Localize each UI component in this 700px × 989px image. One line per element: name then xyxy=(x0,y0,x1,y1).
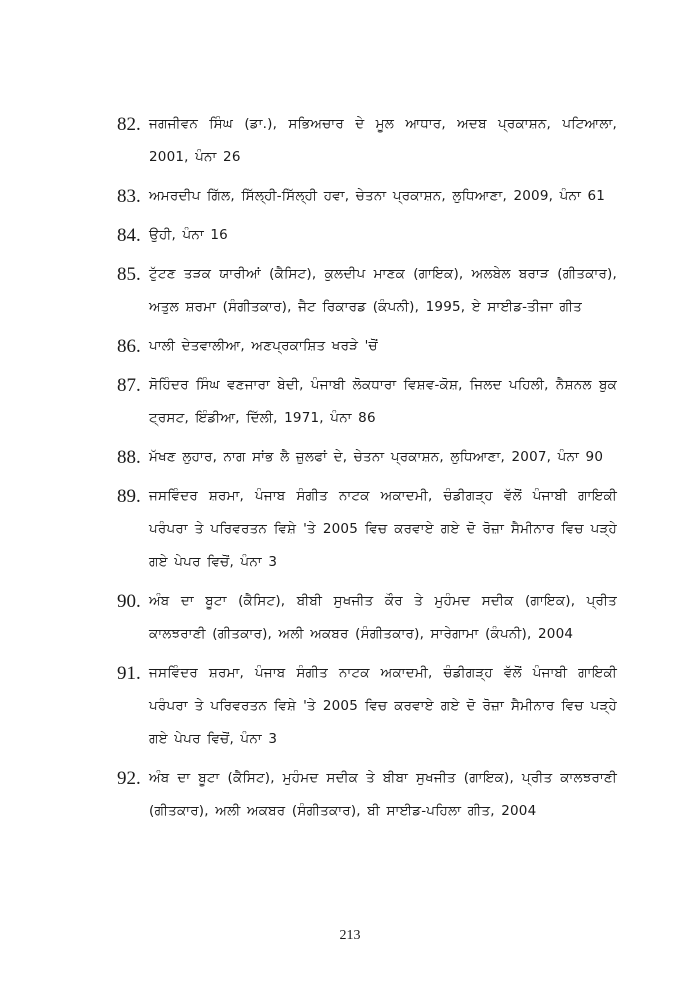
endnote-92 xyxy=(117,762,617,828)
endnote-88 xyxy=(117,441,617,474)
endnote-number: 88. xyxy=(117,447,141,468)
endnote-text: ਸੋਹਿੰਦਰ ਸਿੰਘ ਵਣਜਾਰਾ ਬੇਦੀ, ਪੰਜਾਬੀ ਲੋਕਧਾਰਾ ਵਿਸ਼ਵ-ਕੋਸ਼, ਜਿਲਦ ਪਹਿਲੀ, ਨੈਸ਼ਨਲ ਬੁਕ ਟ੍ਰਸਟ, ਇੰਡੀਆ, ਦਿੱਲੀ, 1971, ਪੰਨਾ 86 xyxy=(149,377,617,426)
endnote-text: ਪਾਲੀ ਦੇਤਵਾਲੀਆ, ਅਣਪ੍ਰਕਾਸ਼ਿਤ ਖਰੜੇ 'ਚੋਂ xyxy=(149,338,378,354)
endnote-number: 85. xyxy=(117,264,141,285)
endnote-number: 90. xyxy=(117,591,141,612)
endnote-82 xyxy=(117,108,617,174)
endnote-84 xyxy=(117,219,617,252)
endnote-text: ਜਗਜੀਵਨ ਸਿੰਘ (ਡਾ.), ਸਭਿਅਚਾਰ ਦੇ ਮੂਲ ਆਧਾਰ, ਅਦਬ ਪ੍ਰਕਾਸ਼ਨ, ਪਟਿਆਲਾ, 2001, ਪੰਨਾ 26 xyxy=(149,116,617,165)
endnote-86 xyxy=(117,330,617,363)
page-number: 213 xyxy=(339,928,361,943)
endnote-text: ਅੰਬ ਦਾ ਬੂਟਾ (ਕੈਸਿਟ), ਮੁਹੰਮਦ ਸਦੀਕ ਤੇ ਬੀਬਾ ਸੁਖਜੀਤ (ਗਾਇਕ), ਪ੍ਰੀਤ ਕਾਲਝਰਾਣੀ (ਗੀਤਕਾਰ), ਅਲੀ ਅਕਬਰ (ਸੰਗੀਤਕਾਰ), ਬੀ ਸਾਈਡ-ਪਹਿਲਾ ਗੀਤ, 2004 xyxy=(149,770,617,819)
endnote-number: 84. xyxy=(117,225,141,246)
endnote-85 xyxy=(117,258,617,324)
endnote-83 xyxy=(117,180,617,213)
endnote-number: 87. xyxy=(117,375,141,396)
endnote-text: ਅਮਰਦੀਪ ਗਿੱਲ, ਸਿੱਲ੍ਹੀ-ਸਿੱਲ੍ਹੀ ਹਵਾ, ਚੇਤਨਾ ਪ੍ਰਕਾਸ਼ਨ, ਲੁਧਿਆਣਾ, 2009, ਪੰਨਾ 61 xyxy=(149,188,606,204)
endnote-number: 92. xyxy=(117,768,141,789)
endnote-89 xyxy=(117,480,617,579)
endnote-number: 83. xyxy=(117,186,141,207)
endnote-90 xyxy=(117,585,617,651)
endnote-text: ਜਸਵਿੰਦਰ ਸ਼ਰਮਾ, ਪੰਜਾਬ ਸੰਗੀਤ ਨਾਟਕ ਅਕਾਦਮੀ, ਚੰਡੀਗੜ੍ਹ ਵੱਲੋਂ ਪੰਜਾਬੀ ਗਾਇਕੀ ਪਰੰਪਰਾ ਤੇ ਪਰਿਵਰਤਨ ਵਿਸ਼ੇ 'ਤੇ 2005 ਵਿਚ ਕਰਵਾਏ ਗਏ ਦੋ ਰੋਜ਼ਾ ਸੈਮੀਨਾਰ ਵਿਚ ਪੜ੍ਹੇ ਗਏ ਪੇਪਰ ਵਿਚੋਂ, ਪੰਨਾ 3 xyxy=(149,665,617,747)
endnote-number: 89. xyxy=(117,486,141,507)
endnote-text: ਉਹੀ, ਪੰਨਾ 16 xyxy=(149,227,228,243)
endnote-number: 86. xyxy=(117,336,141,357)
endnote-text: ਮੱਖਣ ਲੁਹਾਰ, ਨਾਗ ਸਾਂਭ ਲੈ ਜ਼ੁਲਫਾਂ ਦੇ, ਚੇਤਨਾ ਪ੍ਰਕਾਸ਼ਨ, ਲੁਧਿਆਣਾ, 2007, ਪੰਨਾ 90 xyxy=(149,449,604,465)
endnote-number: 91. xyxy=(117,663,141,684)
endnote-87 xyxy=(117,369,617,435)
endnotes-list xyxy=(117,108,617,834)
endnote-text: ਟੁੱਟਣ ਤੜਕ ਯਾਰੀਆਂ (ਕੈਸਿਟ), ਕੁਲਦੀਪ ਮਾਣਕ (ਗਾਇਕ), ਅਲਬੇਲ ਬਰਾੜ (ਗੀਤਕਾਰ), ਅਤੁਲ ਸ਼ਰਮਾ (ਸੰਗੀਤਕਾਰ), ਜੈਟ ਰਿਕਾਰਡ (ਕੰਪਨੀ), 1995, ਏ ਸਾਈਡ-ਤੀਜਾ ਗੀਤ xyxy=(149,266,617,315)
endnote-text: ਅੰਬ ਦਾ ਬੂਟਾ (ਕੈਸਿਟ), ਬੀਬੀ ਸੁਖਜੀਤ ਕੌਰ ਤੇ ਮੁਹੰਮਦ ਸਦੀਕ (ਗਾਇਕ), ਪ੍ਰੀਤ ਕਾਲਝਰਾਣੀ (ਗੀਤਕਾਰ), ਅਲੀ ਅਕਬਰ (ਸੰਗੀਤਕਾਰ), ਸਾਰੇਗਾਮਾ (ਕੰਪਨੀ), 2004 xyxy=(149,593,617,642)
endnote-number: 82. xyxy=(117,114,141,135)
endnote-text: ਜਸਵਿੰਦਰ ਸ਼ਰਮਾ, ਪੰਜਾਬ ਸੰਗੀਤ ਨਾਟਕ ਅਕਾਦਮੀ, ਚੰਡੀਗੜ੍ਹ ਵੱਲੋਂ ਪੰਜਾਬੀ ਗਾਇਕੀ ਪਰੰਪਰਾ ਤੇ ਪਰਿਵਰਤਨ ਵਿਸ਼ੇ 'ਤੇ 2005 ਵਿਚ ਕਰਵਾਏ ਗਏ ਦੋ ਰੋਜ਼ਾ ਸੈਮੀਨਾਰ ਵਿਚ ਪੜ੍ਹੇ ਗਏ ਪੇਪਰ ਵਿਚੋਂ, ਪੰਨਾ 3 xyxy=(149,488,617,570)
endnote-91 xyxy=(117,657,617,756)
